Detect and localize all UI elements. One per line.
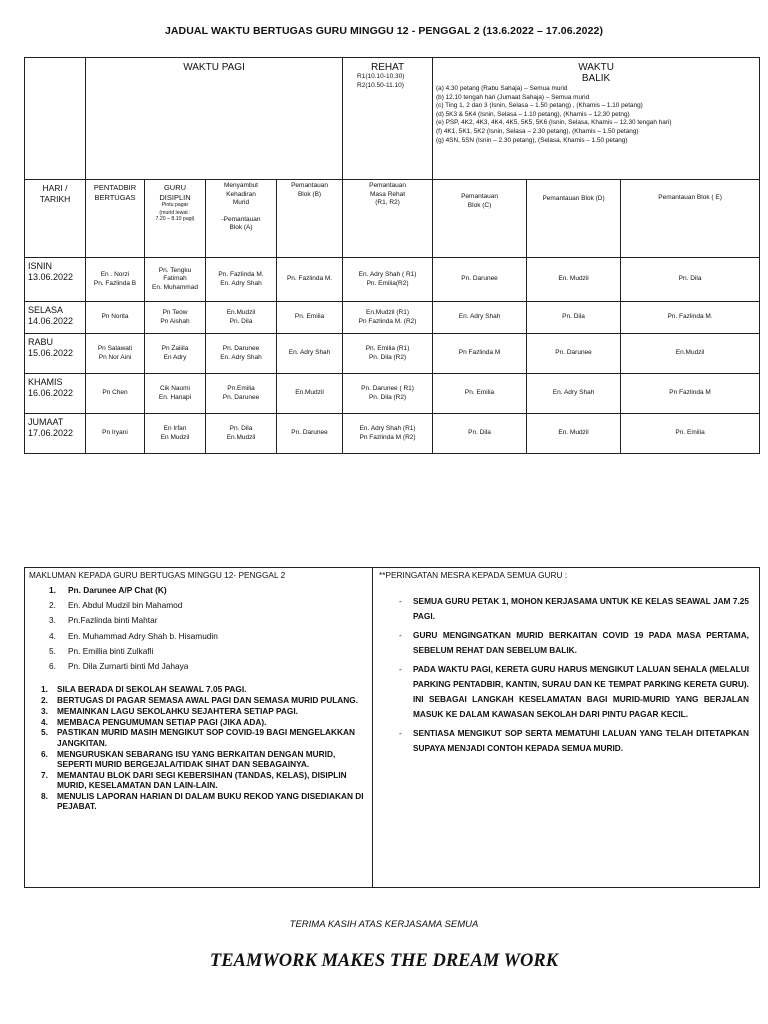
teacher-name: Pn Teow	[162, 309, 188, 316]
slogan: TEAMWORK MAKES THE DREAM WORK	[209, 951, 559, 971]
duty-item	[41, 684, 372, 694]
masa-rehat-label-3: (R1, R2)	[375, 199, 400, 206]
teacher-name: Pn. Dila	[229, 425, 253, 432]
pentadbir-cell	[86, 334, 145, 374]
blok-c-cell	[433, 302, 527, 334]
rehat-cell	[343, 258, 433, 302]
duty-text: SILA BERADA DI SEKOLAH SEAWAL 7.05 PAGI.	[57, 684, 247, 695]
kehadiran-cell	[206, 334, 277, 374]
teacher-name: Pn Salawati	[97, 345, 133, 352]
blok-d-cell	[527, 334, 621, 374]
waktu-balik-header	[433, 58, 760, 180]
teacher-name: En. Hanapi	[158, 393, 192, 401]
guru-label: GURU	[163, 183, 187, 192]
teacher-name: Pn. Darunee	[555, 349, 592, 357]
teacher-fullname: En. Abdul Mudzil bin Mahamod	[68, 600, 183, 611]
bullet-icon: -	[399, 630, 402, 640]
disiplin-label: DISIPLIN	[159, 192, 191, 202]
duty-item	[41, 749, 372, 770]
day-cell	[25, 374, 86, 414]
balik-item: (f) 4K1, 5K1, 5K2 (Isnin, Selasa – 2.30 petang), (Khamis – 1.50 petang)	[436, 127, 639, 135]
duty-text: PASTIKAN MURID MASIH MENGIKUT SOP COVID-19 BAGI MENGELAKKAN JANGKITAN.	[57, 727, 355, 748]
schedule-row	[25, 414, 760, 454]
teacher-name: Pn. Darunee	[291, 429, 328, 437]
duty-item	[41, 706, 372, 716]
blok-e-cell	[621, 258, 760, 302]
bullet-icon: -	[399, 664, 402, 674]
day-cell	[25, 302, 86, 334]
guru-disiplin-header	[145, 180, 206, 258]
duty-text: BERTUGAS DI PAGAR SEMASA AWAL PAGI DAN SEMASA MURID PULANG.	[57, 695, 359, 706]
murid-lewat-time: 7.20 – 8.10 pagi)	[155, 216, 195, 223]
reminder-text: PADA WAKTU PAGI, KERETA GURU HARUS MENGIKUT LALUAN SEHALA (MELALUI PARKING PENTADBIR, KANTIN, SURAU DAN KE TEMPAT PARKING KERETA GURU). INI SEBAGAI LANGKAH KESELAMATAN BAGI MURID-MURID YANG BERJALAN MASUK KE DALAM KAWASAN SEKOLAH DARI PINTU PAGAR KECIL.	[413, 664, 749, 719]
blok-b-cell	[277, 302, 343, 334]
blok-b-header	[277, 180, 343, 258]
duty-number: 1.	[41, 684, 48, 695]
blok-a-label: Blok (A)	[229, 224, 253, 231]
teacher-name: Pn Nor Aini	[98, 353, 132, 361]
teacher-name: Pn. Emilia	[294, 313, 325, 321]
balik-item: (e) PSP, 4K2, 4K3, 4K4, 4K5, 5K5, 5K6 (Isnin, Selasa, Khamis – 12.30 tengah hari)	[436, 119, 672, 127]
schedule-row	[25, 334, 760, 374]
kehadiran-cell	[206, 302, 277, 334]
duty-item	[41, 770, 372, 791]
teacher-name: En. Adry Shah (R1)	[359, 425, 416, 432]
balik-item: (g) 4SN, 5SN (Isnin – 2.30 petang), (Selasa, Khamis – 1.50 petang)	[436, 136, 628, 144]
teacher-number: 5.	[49, 645, 56, 656]
pentadbir-cell	[86, 414, 145, 454]
blok-b-cell	[277, 334, 343, 374]
tarikh-label: TARIKH	[39, 194, 71, 204]
kehadiran-cell	[206, 374, 277, 414]
reminder-item	[399, 726, 749, 756]
schedule-row	[25, 258, 760, 302]
blok-c-label-2: Blok (C)	[467, 201, 492, 209]
teacher-name: En.Mudzil	[295, 389, 324, 397]
teacher-name: Pn Fazlinda M (R2)	[359, 433, 416, 441]
teacher-name: Pn. Fazlinda M.	[667, 313, 713, 321]
blok-c-cell	[433, 414, 527, 454]
teacher-name: Pn. Dila	[468, 429, 491, 437]
teacher-name: En. Adry Shah ( R1)	[358, 271, 417, 278]
kehadiran-header	[206, 180, 277, 258]
masa-rehat-header	[343, 180, 433, 258]
rehat-label: REHAT	[370, 62, 405, 73]
reminder-item	[399, 594, 749, 624]
rehat-r2-time: R2(10.50-11.10)	[357, 81, 404, 89]
duty-number: 6.	[41, 748, 48, 759]
day-date: 15.06.2022	[28, 348, 74, 358]
teacher-name: Pn Chen	[102, 389, 128, 397]
duty-item	[41, 717, 372, 727]
pentadbir-cell	[86, 302, 145, 334]
pentadbir-cell	[86, 258, 145, 302]
rehat-cell	[343, 374, 433, 414]
day-date: 16.06.2022	[28, 388, 74, 398]
rehat-cell	[343, 414, 433, 454]
reminder-list	[379, 594, 749, 756]
duty-item	[41, 727, 372, 748]
teacher-name: En. Adry Shah	[288, 349, 331, 357]
schedule-row	[25, 302, 760, 334]
duty-list	[29, 684, 372, 811]
teacher-name: Pn. Tengku	[158, 266, 192, 274]
day-cell	[25, 334, 86, 374]
day-date: 13.06.2022	[28, 272, 74, 282]
teacher-name: Pn. Fazlinda M.	[218, 271, 264, 278]
teacher-name: Pn. Dila	[562, 313, 585, 321]
teacher-item	[49, 629, 372, 644]
teacher-name: Pn.Emilia	[227, 385, 255, 392]
notes-section	[24, 567, 760, 888]
teacher-fullname: Pn. Darunee A/P Chat (K)	[68, 585, 167, 595]
waktu-pagi-header	[86, 58, 343, 180]
day-name: ISNIN	[28, 261, 53, 271]
menyambut-label: Menyambut	[224, 182, 258, 189]
day-date: 17.06.2022	[28, 428, 74, 438]
murid-label: Murid	[232, 199, 250, 206]
day-date: 14.06.2022	[28, 316, 74, 326]
teacher-name: En. Adry Shah	[220, 279, 262, 287]
teacher-name: Pn Iryani	[102, 429, 128, 437]
duty-number: 7.	[41, 769, 48, 780]
teacher-name: En Mudzil	[160, 433, 190, 441]
teacher-item	[49, 644, 372, 659]
balik-item: (b) 12.10 tengah hari (Jumaat Sahaja) – Semua murid	[436, 93, 590, 101]
column-header-row	[25, 180, 760, 258]
teacher-fullname: Pn. Dila Zurnarti binti Md Jahaya	[68, 661, 189, 672]
blok-c-label-1: Pemantauan	[461, 193, 498, 200]
waktu-pagi-label: WAKTU PAGI	[183, 62, 245, 73]
teacher-name: En.Mudzil (R1)	[366, 309, 410, 316]
teacher-name: Pn Fazlinda M	[669, 389, 711, 397]
bertugas-label: BERTUGAS	[94, 192, 136, 202]
blok-d-cell	[527, 258, 621, 302]
teacher-name: Pn. Dila (R2)	[368, 353, 407, 361]
teacher-name: En. Adry Shah	[458, 313, 501, 321]
teacher-name: Pn Fazlinda M. (R2)	[358, 317, 417, 325]
day-cell	[25, 258, 86, 302]
teacher-fullname: Pn. Emillia binti Zulkafli	[68, 645, 154, 656]
teacher-name: En.Mudzil	[226, 309, 256, 316]
teacher-name: En. Mudzil	[558, 275, 589, 283]
pentadbir-cell	[86, 374, 145, 414]
day-cell	[25, 414, 86, 454]
teacher-name: En. Muhammad	[152, 283, 198, 291]
blok-b-cell	[277, 374, 343, 414]
blok-b-label-1: Pemantauan	[291, 182, 328, 189]
blok-e-cell	[621, 334, 760, 374]
blok-b-label-2: Blok (B)	[297, 190, 322, 198]
thank-you-note: TERIMA KASIH ATAS KERJASAMA SEMUA	[289, 919, 479, 930]
blank-corner-cell	[25, 58, 86, 180]
reminder-text: SEMUA GURU PETAK 1, MOHON KERJASAMA UNTUK KE KELAS SEAWAL JAM 7.25 PAGI.	[413, 596, 749, 621]
rehat-header	[343, 58, 433, 180]
teacher-name: En Adry	[163, 353, 187, 361]
teacher-name: Pn. Dila	[229, 317, 253, 325]
schedule-row	[25, 374, 760, 414]
duty-text: MENGURUSKAN SEBARANG ISU YANG BERKAITAN DENGAN MURID, SEPERTI MURID BERGEJALA/TIDAK SIHAT DAN SEBAGAINYA.	[57, 748, 336, 769]
blok-d-header	[527, 180, 621, 258]
kehadiran-cell	[206, 414, 277, 454]
document-title: JADUAL WAKTU BERTUGAS GURU MINGGU 12 - PENGGAL 2 (13.6.2022 – 17.06.2022)	[164, 25, 604, 37]
blok-e-cell	[621, 374, 760, 414]
pemantauan-a-label: -Pemantauan	[221, 215, 261, 223]
duty-number: 3.	[41, 705, 48, 716]
top-header-row	[25, 58, 760, 180]
reminder-item	[399, 662, 749, 722]
bullet-icon: -	[399, 728, 402, 738]
schedule-body	[25, 258, 760, 454]
duty-text: MEMANTAU BLOK DARI SEGI KEBERSIHAN (TANDAS, KELAS), DISIPLIN MURID, KESELAMATAN DAN LAIN-LAIN.	[57, 769, 347, 790]
teacher-name: Pn. Dila (R2)	[368, 393, 407, 401]
duty-number: 4.	[41, 716, 48, 727]
duty-number: 5.	[41, 727, 48, 738]
teacher-name: En.Mudzil	[226, 433, 256, 441]
disiplin-cell	[145, 302, 206, 334]
teacher-name: En. Mudzil	[558, 429, 589, 437]
murid-lewat-label: (murid lewat :	[159, 209, 191, 216]
teacher-name: En.Mudzil	[675, 349, 705, 357]
teacher-list	[29, 583, 372, 674]
teacher-item	[49, 598, 372, 613]
rehat-cell	[343, 302, 433, 334]
balik-item: (a) 4.30 petang (Rabu Sahaja) – Semua murid	[436, 85, 568, 92]
blok-b-cell	[277, 414, 343, 454]
balik-item: (d) 5K3 & 5K4 (Isnin, Selasa – 1.10 petang), (Khamis – 12.30 petng)	[436, 110, 630, 118]
teacher-number: 3.	[49, 615, 56, 626]
reminder-text: GURU MENGINGATKAN MURID BERKAITAN COVID 19 PADA MASA PERTAMA, SEBELUM REHAT DAN SEBELUM BALIK.	[413, 630, 749, 655]
teacher-name: Pn. Emilia(R2)	[366, 279, 409, 287]
duty-text: MEMAINKAN LAGU SEKOLAHKU SEJAHTERA SETIAP PAGI.	[57, 705, 298, 716]
duty-text: MEMBACA PENGUMUMAN SETIAP PAGI (JIKA ADA).	[57, 716, 267, 727]
duty-number: 8.	[41, 790, 48, 801]
balik-schedule-list	[433, 85, 759, 145]
makluman-heading: MAKLUMAN KEPADA GURU BERTUGAS MINGGU 12- PENGGAL 2	[29, 570, 286, 580]
blok-e-header	[621, 180, 760, 258]
teacher-name: Pn. Emilia (R1)	[365, 345, 410, 352]
blok-c-cell	[433, 374, 527, 414]
blok-e-cell	[621, 302, 760, 334]
teacher-name: Pn. Darunee	[222, 393, 260, 401]
blok-e-label: Pemantauan Blok ( E)	[658, 194, 722, 201]
reminder-text: SENTIASA MENGIKUT SOP SERTA MEMATUHI LALUAN YANG TELAH DITETAPKAN SUPAYA MENJADI CONTOH KEPADA SEMUA MURID.	[413, 728, 749, 753]
teacher-name: Pn Aishah	[160, 317, 190, 325]
disiplin-cell	[145, 374, 206, 414]
teacher-fullname: En. Muhammad Adry Shah b. Hisamudin	[68, 630, 218, 641]
rehat-cell	[343, 334, 433, 374]
teacher-name: Pn. Darunee	[222, 345, 260, 352]
teacher-item	[49, 613, 372, 628]
teacher-number: 4.	[49, 630, 56, 641]
day-name: RABU	[28, 337, 54, 347]
teacher-name: Pn Norita	[101, 313, 129, 321]
reminder-item	[399, 628, 749, 658]
waktu-label: WAKTU	[578, 62, 614, 73]
rehat-r1-time: R1(10.10-10.30)	[357, 73, 405, 80]
blok-d-cell	[527, 414, 621, 454]
blok-e-cell	[621, 414, 760, 454]
teacher-name: Pn. Darunee	[461, 275, 498, 283]
blok-c-cell	[433, 258, 527, 302]
blok-d-cell	[527, 302, 621, 334]
disiplin-cell	[145, 334, 206, 374]
teacher-name: En . Norzi	[100, 271, 130, 278]
masa-rehat-label-2: Masa Rehat	[370, 190, 406, 198]
disiplin-cell	[145, 258, 206, 302]
hari-label: HARI /	[42, 183, 68, 193]
teacher-number: 1.	[49, 585, 56, 595]
day-name: SELASA	[28, 305, 64, 315]
day-name: KHAMIS	[28, 377, 63, 387]
balik-label: BALIK	[581, 73, 611, 84]
teacher-name: Pn. Emilia	[675, 429, 705, 437]
teacher-name: Pn Fazlinda M	[458, 349, 501, 357]
peringatan-heading: **PERINGATAN MESRA KEPADA SEMUA GURU :	[379, 570, 568, 580]
blok-b-cell	[277, 258, 343, 302]
teacher-name: En. Adry Shah	[220, 353, 262, 361]
teacher-name: Pn. Fazlinda B	[93, 279, 137, 287]
pintu-pagar-label: Pintu pagar	[161, 202, 189, 208]
teacher-fullname: Pn.Fazlinda binti Mahtar	[68, 615, 158, 626]
duty-item	[41, 695, 372, 705]
pentadbir-label: PENTADBIR	[93, 183, 137, 192]
duty-number: 2.	[41, 695, 48, 706]
teacher-name: En. Adry Shah	[552, 389, 595, 397]
duty-text: MENULIS LAPORAN HARIAN DI DALAM BUKU REKOD YANG DISEDIAKAN DI PEJABAT.	[57, 790, 364, 811]
bullet-icon: -	[399, 596, 402, 606]
kehadiran-label: Kehadiran	[226, 190, 256, 198]
pentadbir-header	[86, 180, 145, 258]
teacher-number: 6.	[49, 661, 56, 672]
teacher-name: Pn. Emilia	[464, 389, 495, 397]
balik-item: (c) Ting 1, 2 dan 3 (Isnin, Selasa – 1.50 petang) , (Khamis – 1.10 petang)	[436, 102, 643, 110]
teacher-name: Fatimah	[163, 275, 187, 283]
masa-rehat-label-1: Pemantauan	[369, 182, 406, 189]
makluman-box	[25, 568, 373, 887]
teacher-name: Pn. Fazlinda M.	[286, 275, 333, 283]
blok-d-cell	[527, 374, 621, 414]
teacher-name: En Irfan	[163, 425, 187, 432]
blok-c-header	[433, 180, 527, 258]
day-name: JUMAAT	[28, 417, 64, 427]
duty-schedule-table	[24, 57, 760, 454]
teacher-name: Pn. Dila	[678, 275, 702, 283]
kehadiran-cell	[206, 258, 277, 302]
blok-c-cell	[433, 334, 527, 374]
teacher-item	[49, 659, 372, 674]
teacher-item	[49, 583, 372, 598]
duty-item	[41, 791, 372, 812]
hari-tarikh-header	[25, 180, 86, 258]
peringatan-box	[373, 568, 759, 887]
teacher-name: Pn. Darunee ( R1)	[361, 385, 414, 392]
disiplin-cell	[145, 414, 206, 454]
teacher-number: 2.	[49, 600, 56, 611]
blok-d-label: Pemantauan Blok (D)	[542, 195, 605, 202]
teacher-name: Pn Zaiiila	[161, 345, 189, 352]
teacher-name: Cik Naomi	[160, 385, 190, 392]
